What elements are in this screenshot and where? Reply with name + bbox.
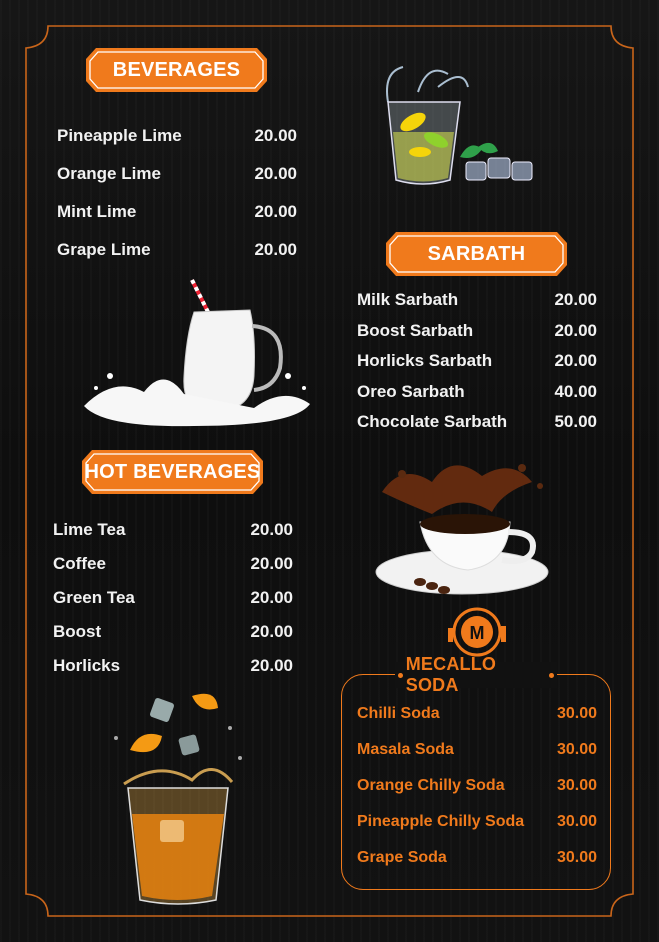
item-price: 30.00 <box>556 741 597 758</box>
item-price: 20.00 <box>250 622 293 641</box>
item-name: Grape Soda <box>357 849 447 866</box>
item-price: 20.00 <box>254 240 297 259</box>
list-item <box>357 285 597 316</box>
item-name: Orange Lime <box>57 164 161 183</box>
item-name: Horlicks <box>53 656 121 675</box>
mecallo-soda-list <box>357 696 597 876</box>
iced-juice-icon <box>100 688 256 910</box>
item-name: Green Tea <box>53 588 135 607</box>
list-item <box>53 649 293 683</box>
list-item <box>57 193 297 231</box>
item-price: 20.00 <box>250 588 293 607</box>
item-name: Chilli Soda <box>357 705 440 722</box>
milk-jug-icon <box>74 276 318 432</box>
lime-drink-icon <box>368 62 543 194</box>
item-price: 30.00 <box>556 813 597 830</box>
hot-beverages-title: HOT BEVERAGES <box>84 460 261 483</box>
list-item <box>357 840 597 876</box>
list-item <box>53 581 293 615</box>
item-name: Horlicks Sarbath <box>357 351 493 371</box>
item-name: Masala Soda <box>357 741 454 758</box>
item-price: 30.00 <box>556 705 597 722</box>
beverages-list <box>57 117 297 269</box>
sarbath-title: SARBATH <box>427 242 526 265</box>
beverages-header <box>86 48 267 92</box>
sarbath-header <box>386 232 567 276</box>
item-name: Milk Sarbath <box>357 290 459 310</box>
item-name: Boost <box>53 622 102 641</box>
list-item <box>53 615 293 649</box>
item-name: Oreo Sarbath <box>357 381 465 401</box>
item-name: Lime Tea <box>53 520 126 539</box>
list-item <box>357 407 597 438</box>
list-item <box>357 377 597 408</box>
item-price: 20.00 <box>254 126 297 145</box>
item-price: 20.00 <box>250 554 293 573</box>
hot-beverages-header <box>82 450 263 494</box>
list-item <box>53 513 293 547</box>
item-price: 20.00 <box>554 351 597 371</box>
item-price: 20.00 <box>254 202 297 221</box>
item-price: 20.00 <box>250 520 293 539</box>
hot-beverages-list <box>53 513 293 683</box>
item-name: Boost Sarbath <box>357 320 474 340</box>
item-price: 40.00 <box>554 381 597 401</box>
item-price: 50.00 <box>554 412 597 432</box>
item-name: Pineapple Chilly Soda <box>357 813 525 830</box>
coffee-cup-icon <box>372 452 558 604</box>
logo-letter: M <box>469 623 485 643</box>
item-price: 30.00 <box>556 849 597 866</box>
list-item <box>357 316 597 347</box>
list-item <box>357 696 597 732</box>
item-name: Grape Lime <box>57 240 151 259</box>
dot-ornament <box>398 673 403 678</box>
list-item <box>57 155 297 193</box>
list-item <box>357 768 597 804</box>
item-name: Pineapple Lime <box>57 126 182 145</box>
item-name: Chocolate Sarbath <box>357 412 508 432</box>
list-item <box>53 547 293 581</box>
item-price: 30.00 <box>556 777 597 794</box>
item-name: Orange Chilly Soda <box>357 777 505 794</box>
mecallo-soda-header <box>395 654 557 695</box>
list-item <box>57 231 297 269</box>
item-price: 20.00 <box>554 320 597 340</box>
item-price: 20.00 <box>554 290 597 310</box>
item-name: Mint Lime <box>57 202 137 221</box>
list-item <box>357 346 597 377</box>
list-item <box>57 117 297 155</box>
item-price: 20.00 <box>250 656 293 675</box>
dot-ornament <box>549 673 554 678</box>
beverages-title: BEVERAGES <box>112 58 241 81</box>
item-name: Coffee <box>53 554 106 573</box>
sarbath-list <box>357 285 597 438</box>
list-item <box>357 732 597 768</box>
item-price: 20.00 <box>254 164 297 183</box>
mecallo-soda-title: MECALLO SODA <box>405 654 497 695</box>
list-item <box>357 804 597 840</box>
